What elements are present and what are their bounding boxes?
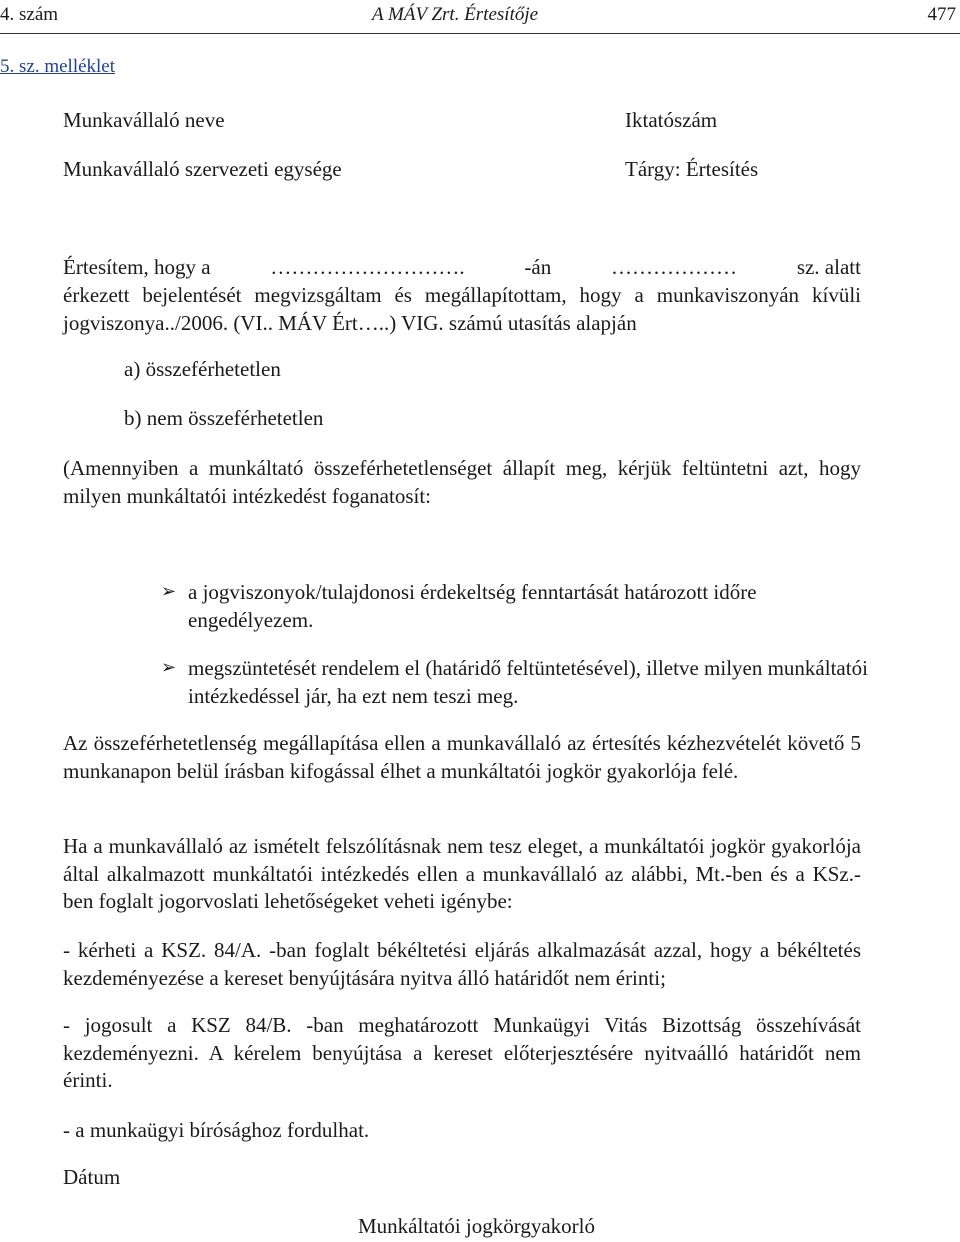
intro-first-line <box>63 255 861 280</box>
intro-text-b: -án <box>524 255 552 279</box>
remedy-item-2: - jogosult a KSZ 84/B. -ban meghatározott Munkaügyi Vitás Bizottság összehívását kezdeményezni. A kérelem benyújtása a kereset előterjesztésére nyitvaálló határidőt nem érinti. <box>63 1013 861 1092</box>
remedy-item-1: - kérheti a KSZ. 84/A. -ban foglalt békéltetési eljárás alkalmazását azzal, hogy a békéltetés kezdeményezése a kereset benyújtására nyitva álló határidőt nem érinti; <box>63 938 861 990</box>
header-publication-title: A MÁV Zrt. Értesítője <box>372 4 539 25</box>
employee-unit-field: Munkavállaló szervezeti egysége <box>63 157 342 181</box>
remedy-item-3: - a munkaügyi bírósághoz fordulhat. <box>63 1118 370 1142</box>
date-label: Dátum <box>63 1165 121 1189</box>
header-section-number: 4. szám <box>0 4 59 25</box>
option-a: a) összeférhetetlen <box>124 357 281 381</box>
header-rule <box>0 33 960 34</box>
bullet-item-1: a jogviszonyok/tulajdonosi érdekeltség fenntartását határozott időre engedélyezem. <box>188 580 757 632</box>
bullet-item-2: megszüntetését rendelem el (határidő feltüntetésével), illetve milyen munkáltatói intézkedéssel jár, ha ezt nem teszi meg. <box>188 656 868 708</box>
arrow-bullet-icon: ➢ <box>161 657 177 677</box>
intro-text-a: Értesítem, hogy a <box>63 255 211 279</box>
intro-text-c: sz. alatt <box>796 255 861 279</box>
arrow-bullet-icon: ➢ <box>161 581 177 601</box>
option-b: b) nem összeférhetetlen <box>124 406 324 430</box>
intro-paragraph: érkezett bejelentését megvizsgáltam és megállapítottam, hogy a munkaviszonyán kívüli jogviszonya../2006. (VI.. MÁV Ért…..) VIG. számú utasítás alapján <box>63 283 861 335</box>
intro-dots-1: ………………………. <box>270 255 465 279</box>
attachment-label: 5. sz. melléklet <box>0 56 116 77</box>
file-number-field: Iktatószám <box>625 108 718 132</box>
intro-dots-2: ……………… <box>611 255 738 279</box>
subject-field: Tárgy: Értesítés <box>625 157 759 181</box>
header-page-number: 477 <box>927 4 956 25</box>
signature-label: Munkáltatói jogkörgyakorló <box>358 1214 595 1238</box>
employee-name-field: Munkavállaló neve <box>63 108 225 132</box>
note-paragraph: (Amennyiben a munkáltató összeférhetetlenséget állapít meg, kérjük feltüntetni azt, hogy milyen munkáltatói intézkedést foganatosít: <box>63 456 861 508</box>
remedy-paragraph: Ha a munkavállaló az ismételt felszólításnak nem tesz eleget, a munkáltatói jogkör gyakorlója által alkalmazott munkáltatói intézkedés ellen a munkavállaló az alábbi, Mt.-ben és a KSz.-ben foglalt jogorvoslati lehetőségeket veheti igénybe: <box>63 834 861 913</box>
objection-paragraph: Az összeférhetetlenség megállapítása ellen a munkavállaló az értesítés kézhezvételét követő 5 munkanapon belül írásban kifogással élhet a munkáltatói jogkör gyakorlója felé. <box>63 731 861 783</box>
